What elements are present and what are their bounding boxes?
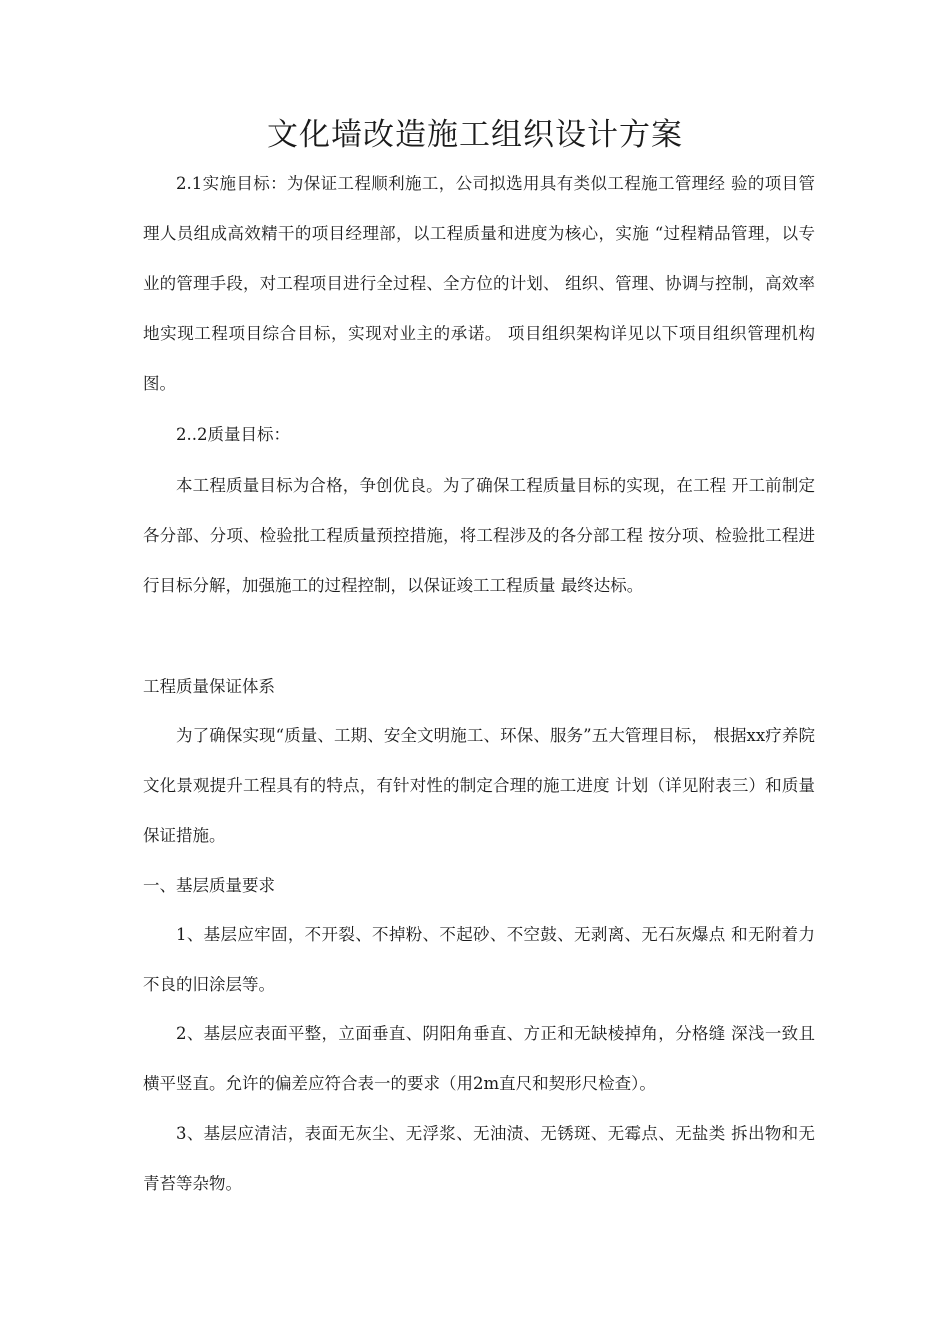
document-title: 文化墙改造施工组织设计方案	[267, 117, 683, 153]
paragraph-requirement-1: 1、基层应牢固，不开裂、不掉粉、不起砂、不空鼓、无剥离、无石灰爆点 和无附着力不良的旧涂层等。	[143, 925, 815, 994]
paragraph-quality-goal: 本工程质量目标为合格，争创优良。为了确保工程质量目标的实现，在工程 开工前制定各分部、分项、检验批工程质量预控措施，将工程涉及的各分部工程 按分项、检验批工程进行目标分解，加强施工的过程控制，以保证竣工工程质量 最终达标。	[143, 476, 815, 595]
paragraph-implementation-goal: 2.1实施目标：为保证工程顺利施工，公司拟选用具有类似工程施工管理经 验的项目管理人员组成高效精干的项目经理部，以工程质量和进度为核心，实施 “过程精品管理，以专业的管理手段，对工程项目进行全过程、全方位的计划、 组织、管理、协调与控制，高效率地实现工程项目综合目标，实现对业主的承诺。 项目组织架构详见以下项目组织管理机构图。	[143, 174, 815, 393]
paragraph-quality-goal-heading: 2..2质量目标：	[176, 425, 290, 444]
paragraph-requirement-2: 2、基层应表面平整，立面垂直、阴阳角垂直、方正和无缺棱掉角，分格缝 深浅一致且横平竖直。允许的偏差应符合表一的要求（用2m直尺和契形尺检查）。	[143, 1024, 815, 1093]
paragraph-requirement-3: 3、基层应清洁，表面无灰尘、无浮浆、无油渍、无锈斑、无霉点、无盐类 拆出物和无青苔等杂物。	[143, 1124, 815, 1193]
paragraph-quality-assurance: 为了确保实现“质量、工期、安全文明施工、环保、服务”五大管理目标， 根据xx疗养院文化景观提升工程具有的特点，有针对性的制定合理的施工进度 计划（详见附表三）和质量保证措施。	[143, 726, 815, 845]
heading-base-quality-requirements: 一、基层质量要求	[143, 876, 275, 895]
heading-quality-assurance-system: 工程质量保证体系	[143, 677, 275, 696]
